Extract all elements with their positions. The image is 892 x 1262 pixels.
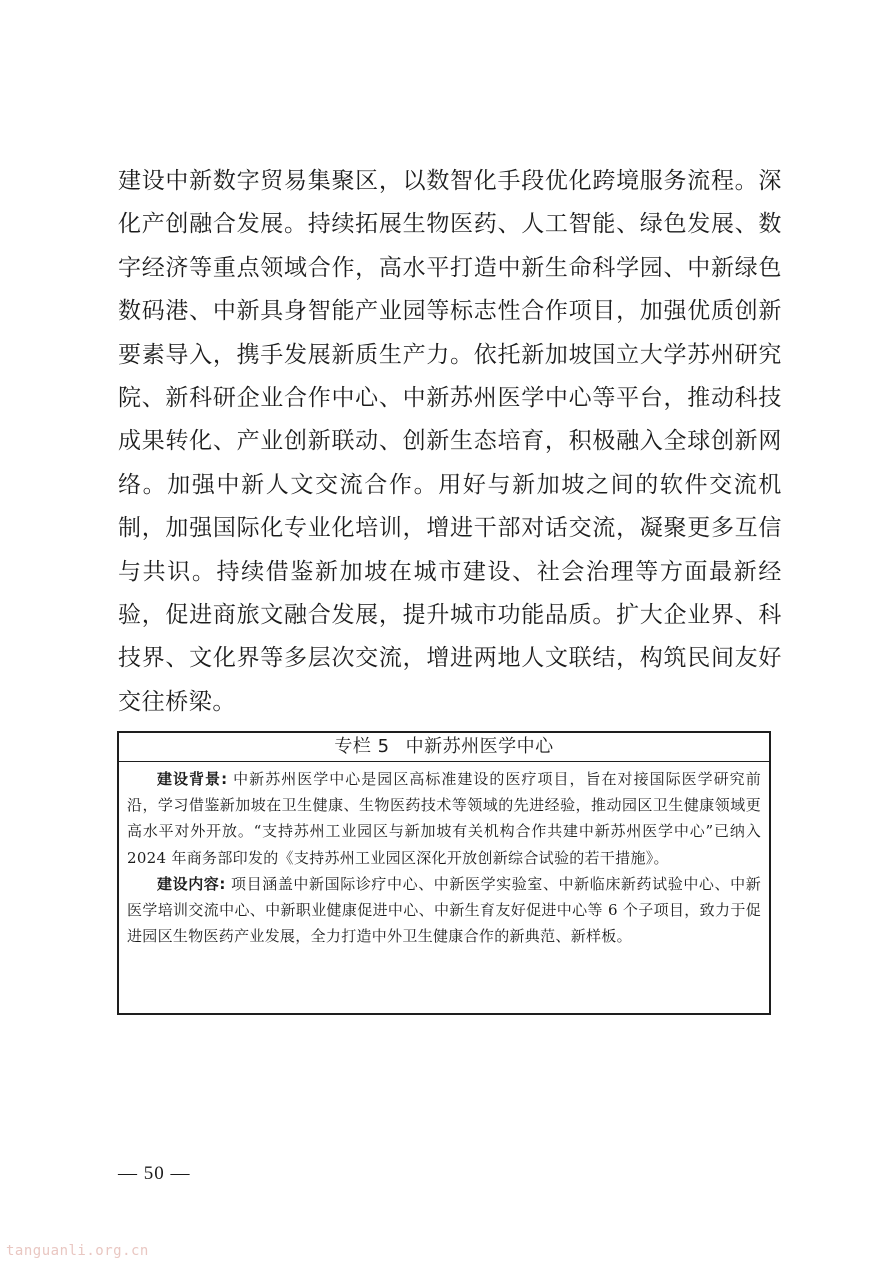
column-label: 专栏 5 bbox=[334, 736, 390, 757]
box-body bbox=[119, 762, 769, 949]
background-paragraph bbox=[127, 766, 761, 871]
content-text: 项目涵盖中新国际诊疗中心、中新医学实验室、中新临床新药试验中心、中新医学培训交流中心、中新职业健康促进中心、中新生育友好促进中心等 6 个子项目，致力于促进园区生物医药产业发展，全力打造中外卫生健康合作的新典范、新样板。 bbox=[127, 874, 761, 946]
column-title: 中新苏州医学中心 bbox=[405, 736, 554, 757]
content-label: 建设内容: bbox=[157, 874, 226, 893]
box-title bbox=[119, 733, 769, 762]
background-label: 建设背景: bbox=[157, 770, 228, 788]
page-number: — 50 — bbox=[118, 1163, 191, 1184]
body-paragraph: 建设中新数字贸易集聚区，以数智化手段优化跨境服务流程。深化产创融合发展。持续拓展生物医药、人工智能、绿色发展、数字经济等重点领域合作，高水平打造中新生命科学园、中新绿色数码港、中新具身智能产业园等标志性合作项目，加强优质创新要素导入，携手发展新质生产力。依托新加坡国立大学苏州研究院、新科研企业合作中心、中新苏州医学中心等平台，推动科技成果转化、产业创新联动、创新生态培育，积极融入全球创新网络。加强中新人文交流合作。用好与新加坡之间的软件交流机制，加强国际化专业化培训，增进干部对话交流，凝聚更多互信与共识。持续借鉴新加坡在城市建设、社会治理等方面最新经验，促进商旅文融合发展，提升城市功能品质。扩大企业界、科技界、文化界等多层次交流，增进两地人文联结，构筑民间友好交往桥梁。 bbox=[118, 168, 782, 715]
special-column-box bbox=[117, 731, 771, 1015]
watermark: tanguanli.org.cn bbox=[6, 1243, 149, 1259]
content-paragraph bbox=[127, 871, 761, 950]
background-text: 中新苏州医学中心是园区高标准建设的医疗项目，旨在对接国际医学研究前沿，学习借鉴新加坡在卫生健康、生物医药技术等领域的先进经验，推动园区卫生健康领域更高水平对外开放。“支持苏州工业园区与新加坡有关机构合作共建中新苏州医学中心”已纳入 2024 年商务部印发的《支持苏州工业园区深化开放创新综合试验的若干措施》。 bbox=[127, 770, 761, 867]
